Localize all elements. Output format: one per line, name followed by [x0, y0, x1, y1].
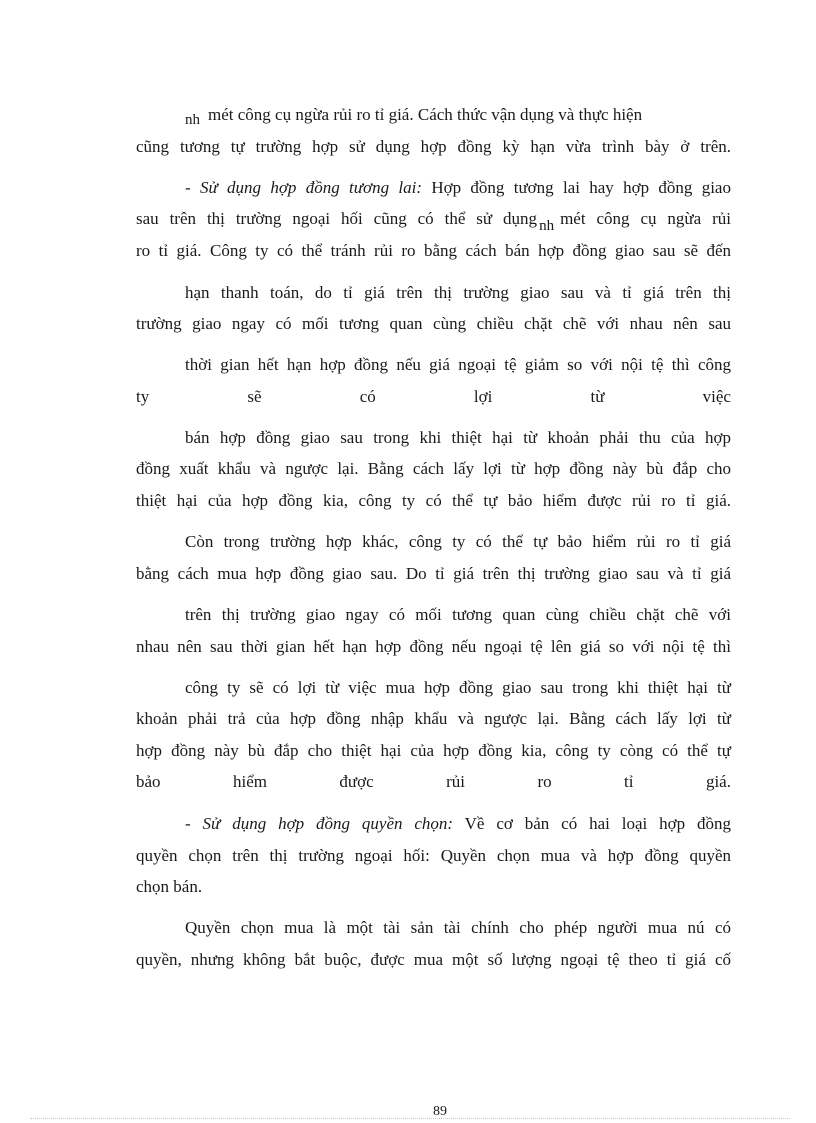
text-line-5: ro tỉ giá. Công ty có thể tránh rủi ro bằng cách bán hợp đồng giao sau sẽ đến: [136, 241, 731, 260]
text-line-13: Còn trong trường hợp khác, công ty có thể tự bảo hiểm rủi ro tỉ giá: [185, 532, 731, 551]
page-number: 89: [433, 1104, 447, 1119]
stray-fragment: nh: [185, 112, 200, 128]
italic-heading: Sử dụng hợp đồng tương lai:: [199, 178, 423, 197]
text-line-10: bán hợp đồng giao sau trong khi thiệt hại từ khoản phải thu của hợp: [185, 428, 731, 447]
italic-heading: Sử dụng hợp đồng quyền chọn:: [202, 814, 454, 833]
text-line-23: chọn bán.: [136, 877, 203, 896]
paragraph-options-heading: - Sử dụng hợp đồng quyền chọn: Về cơ bản có hai loại hợp đồng: [185, 814, 731, 833]
stray-fragment: nh: [539, 218, 555, 234]
text-line-11: đồng xuất khẩu và ngược lại. Bằng cách lấy lợi từ hợp đồng này bù đắp cho: [136, 459, 731, 478]
line-text: mét công cụ ngừa rủi ro tỉ giá. Cách thức vận dụng và thực hiện: [208, 105, 643, 124]
text-line-19: hợp đồng này bù đắp cho thiệt hại của hợp đồng kia, công ty còng có thể tự: [136, 741, 731, 760]
text-line-20: bảo hiểm được rủi ro tỉ giá.: [136, 772, 731, 791]
footer-divider: [30, 1118, 790, 1119]
text-line-6: hạn thanh toán, do tỉ giá trên thị trường giao sau và tỉ giá trên thị: [185, 283, 731, 302]
text-line-8: thời gian hết hạn hợp đồng nếu giá ngoại tệ giảm so với nội tệ thì công: [185, 355, 731, 374]
text-line-15: trên thị trường giao ngay có mối tương quan cùng chiều chặt chẽ với: [185, 605, 731, 624]
text-line-4: sau trên thị trường ngoại hối cũng có thể sử dụng nh mét công cụ ngừa rủi: [136, 209, 731, 234]
text-line-2: cũng tương tự trường hợp sử dụng hợp đồng kỳ hạn vừa trình bày ở trên.: [136, 137, 731, 156]
text-line-18: khoản phải trả của hợp đồng nhập khẩu và ngược lại. Bằng cách lấy lợi từ: [136, 709, 731, 728]
text-line-25: quyền, nhưng không bắt buộc, được mua một số lượng ngoại tệ theo tỉ giá cố: [136, 950, 731, 969]
text-line-1: [185, 104, 642, 127]
text-line-22: quyền chọn trên thị trường ngoại hối: Quyền chọn mua và hợp đồng quyền: [136, 846, 731, 865]
text-line-12: thiệt hại của hợp đồng kia, công ty có thể tự bảo hiểm được rủi ro tỉ giá.: [136, 491, 731, 510]
text-line-16: nhau nên sau thời gian hết hạn hợp đồng nếu ngoại tệ lên giá so với nội tệ thì: [136, 637, 731, 656]
text-line-14: bằng cách mua hợp đồng giao sau. Do tỉ giá trên thị trường giao sau và tỉ giá: [136, 564, 731, 583]
text-line-17: công ty sẽ có lợi từ việc mua hợp đồng giao sau trong khi thiệt hại từ: [185, 678, 731, 697]
text-line-9: ty sẽ có lợi từ việc: [136, 387, 731, 406]
paragraph-call-option: Quyền chọn mua là một tài sản tài chính cho phép người mua nú có: [185, 918, 731, 937]
paragraph-futures-heading: - Sử dụng hợp đồng tương lai: Hợp đồng tương lai hay hợp đồng giao: [185, 178, 731, 197]
text-line-7: trường giao ngay có mối tương quan cùng chiều chặt chẽ với nhau nên sau: [136, 314, 731, 333]
